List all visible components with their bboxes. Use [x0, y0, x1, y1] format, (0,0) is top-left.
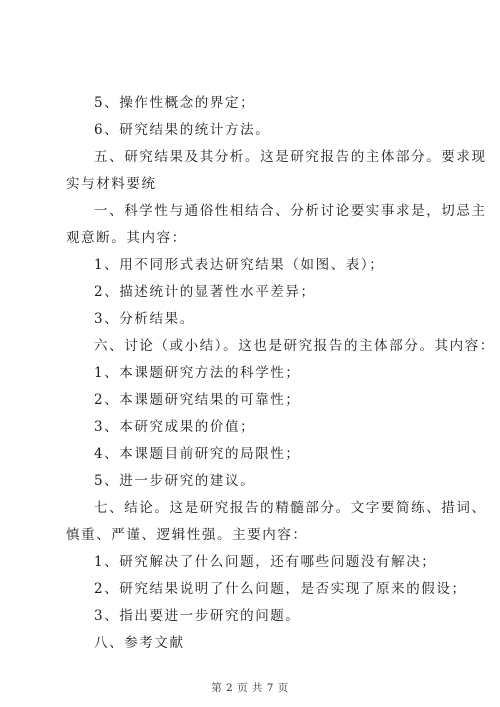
text-line: 六、讨论（或小结）。这也是研究报告的主体部分。其内容： [94, 338, 495, 354]
text-line: 3、本研究成果的价值； [94, 419, 256, 435]
text-line: 2、本课题研究结果的可靠性； [94, 392, 301, 408]
text-line: 6、研究结果的统计方法。 [94, 122, 271, 138]
text-line: 五、研究结果及其分析。这是研究报告的主体部分。要求现 [94, 149, 487, 165]
text-line: 实与材料要统 [66, 176, 157, 192]
page-number-footer: 第 2 页 共 7 页 [211, 682, 289, 694]
text-line: 4、本课题目前研究的局限性； [94, 446, 301, 462]
text-line: 2、描述统计的显著性水平差异； [94, 284, 316, 300]
text-line: 3、分析结果。 [94, 311, 195, 327]
text-line: 1、本课题研究方法的科学性； [94, 365, 301, 381]
text-line: 慎重、严谨、逻辑性强。主要内容： [66, 527, 308, 543]
text-line: 1、用不同形式表达研究结果（如图、表）； [94, 257, 385, 273]
text-line: 2、研究结果说明了什么问题，是否实现了原来的假设； [94, 581, 467, 597]
text-line: 5、操作性概念的界定； [94, 95, 256, 111]
text-line: 七、结论。这是研究报告的精髓部分。文字要简练、措词、 [94, 500, 487, 516]
text-line: 一、科学性与通俗性相结合、分析讨论要实事求是，切忌主 [94, 203, 487, 219]
text-line: 观意断。其内容： [66, 230, 187, 246]
text-line: 八、参考文献 [94, 635, 185, 651]
text-line: 1、研究解决了什么问题，还有哪些问题没有解决； [94, 554, 437, 570]
text-line: 3、指出要进一步研究的问题。 [94, 608, 301, 624]
text-line: 5、进一步研究的建议。 [94, 473, 256, 489]
